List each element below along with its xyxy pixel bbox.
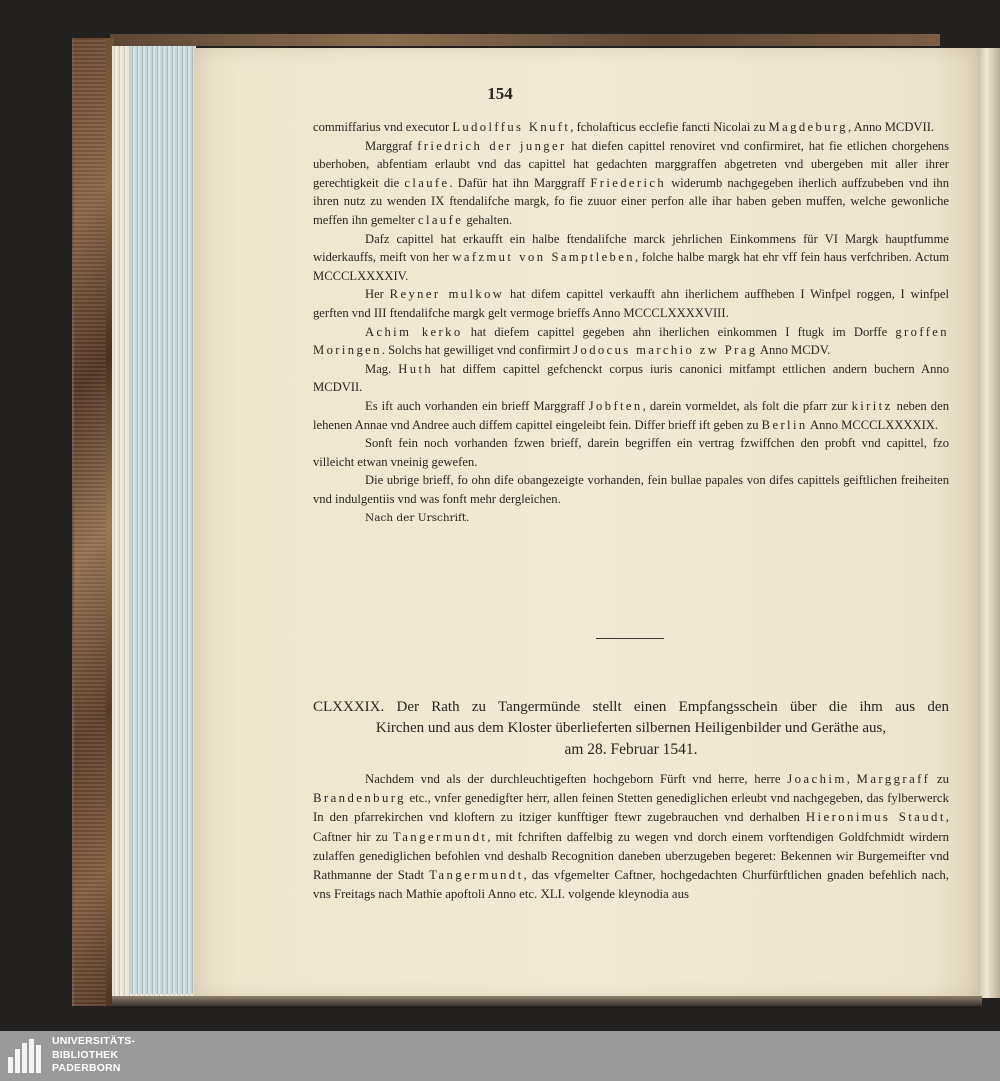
paragraph [313, 770, 949, 904]
spaced-name: Berlin [761, 417, 808, 432]
text-run: Mag. [365, 361, 399, 376]
spaced-name: claufe [418, 212, 464, 227]
facing-page-edge [978, 48, 1000, 998]
text-run: . Solchs hat gewilliget vnd confirmirt [381, 343, 574, 358]
section-divider [596, 638, 664, 639]
spaced-name: Friederich [590, 175, 667, 190]
spaced-name: groffen Moringen [313, 324, 949, 358]
page-bottom-shadow [112, 996, 982, 1006]
text-run: hat difem capittel verkaufft ahn iherlichem auffheben I Winfpel roggen, I winfpel gerften vnd III ftendalifche margk gelt vermoge brieffs Anno MCCCLXXXXVIII. [313, 287, 949, 320]
spaced-name: Tangermundt [429, 868, 524, 883]
spaced-name: Magdeburg [768, 120, 848, 134]
text-run: hat diefen capittel renoviret vnd confirmiret, hat fie etlichen chorgehens uberhoben, abfentiam erlaubt vnd das capittel hat gedachten marggraffen abgetreten vnd ubergeben mit aller ihrer gerechtigkeit die [313, 138, 949, 190]
text-run: Es ift auch vorhanden ein brieff Marggraff [365, 398, 589, 413]
text-run: hat diefem capittel gegeben ahn iherlichen einkommen I ftugk im Dorffe [462, 324, 896, 339]
document-body-upper [313, 118, 949, 524]
library-name-line: UNIVERSITÄTS- [52, 1035, 136, 1047]
text-run: neben den lehenen Annae vnd Andree auch diffem capittel eingeleibt fein. Differ brieff ift geben zu [313, 398, 949, 432]
text-run: gehalten. [463, 212, 513, 227]
library-name-line: PADERBORN [52, 1062, 121, 1074]
spaced-name: friedrich der junger [417, 138, 567, 153]
spaced-name: kiritz [851, 398, 893, 413]
paragraph [313, 285, 949, 322]
book-cover-top-edge [110, 34, 940, 46]
source-note: Nach der Urschrift. [365, 512, 470, 525]
paragraph [313, 118, 949, 137]
text-run: Anno MCCCLXXXXIX. [807, 417, 939, 432]
paragraph [313, 360, 949, 397]
spaced-name: Huth [398, 361, 434, 376]
spaced-name: Jobften [588, 398, 643, 413]
library-name [52, 1035, 135, 1076]
text-run: , darein vormeldet, als folt die pfarr zur [642, 398, 852, 413]
text-run: , fcholafticus ecclefie fancti Nicolai zu [570, 120, 769, 134]
cloth-spine-edge [72, 38, 106, 1006]
heading-date: am 28. Februar 1541. [564, 741, 698, 758]
spaced-name: Marggraff [856, 772, 931, 786]
spaced-name: wafzmut von Samptleben [452, 250, 635, 265]
document-heading [313, 697, 949, 760]
text-run: , das vfgemelter Caftner, hochgedachten Churfürftlichen gnaden befehlich nach, vns Freitags nach Mathie apoftoli Anno etc. XLI. volgende kleynodia aus [313, 868, 949, 902]
text-run: Dafz capittel hat erkaufft ein halbe ftendalifche marck jehrlichen Einkommens für VI Margk hauptfumme widerkauffs, meift von her [313, 231, 949, 265]
spaced-name: Hieronimus Staudt [805, 810, 946, 825]
paragraph [313, 230, 949, 286]
text-run: hat diffem capittel gefchenckt corpus iuris canonici mitfampt ettlichen andern buchern Anno MCDVII. [313, 361, 949, 395]
text-run: Anno MCDV. [757, 343, 831, 358]
text-run: zu [930, 772, 949, 786]
paragraph [313, 137, 949, 230]
heading-line: CLXXXIX. Der Rath zu Tangermünde stellt einen Empfangsschein über die ihm aus den [313, 699, 949, 715]
page-stack-blue-edge [130, 46, 194, 994]
text-run: , Anno MCDVII. [847, 120, 935, 134]
text-run: , mit fchriften daffelbig zu wegen vnd dorch einem vorftendigen Goldfchmidt wirdern zulaffen genediglichen befohlen vnd deshalb Recognition daneben uberzugeben begeret: Bekennen wir Burgemeifter vnd Rathmanne der Stadt [313, 829, 949, 883]
heading-line: Kirchen und aus dem Kloster überlieferten silbernen Heiligenbilder und Geräthe aus, [375, 720, 887, 736]
paragraph [313, 471, 949, 508]
spaced-name: Joachim [787, 772, 847, 786]
text-run: , [846, 772, 857, 786]
document-body-lower [313, 770, 949, 904]
paragraph [313, 397, 949, 434]
paragraph [313, 434, 949, 471]
spaced-name: Ludolffus Knuft [452, 120, 571, 134]
text-run: commiffarius vnd executor [313, 120, 453, 134]
text-run: Die ubrige brieff, fo ohn dife obangezeigte vorhanden, fein bullae papales von difes capittels geiftlichen freiheiten vnd indulgentiis vnd was fonft mehr dergleichen. [313, 473, 949, 506]
library-banner [0, 1031, 1000, 1081]
paragraph [313, 323, 949, 360]
spaced-name: Achim kerko [365, 324, 463, 339]
text-run: Her [365, 287, 390, 302]
library-name-line: BIBLIOTHEK [52, 1048, 119, 1061]
text-run: , Caftner hir zu [313, 810, 949, 844]
page-number: 154 [487, 84, 513, 103]
text-run: Sonft fein noch vorhanden fzwen brieff, darein begriffen ein vertrag fzwiffchen den probft vnd capittel, fzo villeicht etwan vneinig gewefen. [313, 436, 949, 469]
library-logo-icon [8, 1039, 44, 1073]
text-run: widerumb nachgegeben iherlich auffzubeben vnd ihn ihren nutz zu wenden IX ftendalifche margk, fo fie zuuor einer perfon alle ihar haben geben muffen, welche gewonliche meffen ihn gemelter [313, 175, 949, 227]
text-run: etc., vnfer genedigfter herr, allen feinen Stetten genediglichen erleubt vnd nachgegeben, das fylberwerck In den pfarrekirchen vnd kloftern zu itziger kunfftiger ftewr zugebrauchen vnd derhalben [313, 791, 949, 825]
text-run: , folche halbe margk hat ehr vff fein haus verfchriben. Actum MCCCLXXXXIV. [313, 250, 949, 283]
spaced-name: Brandenburg [313, 791, 406, 806]
text-run: Nachdem vnd als der durchleuchtigeften hochgeborn Fürft vnd herre, herre [365, 772, 788, 786]
text-run: Marggraf [365, 138, 418, 153]
text-run: . Dafür hat ihn Marggraff [449, 175, 591, 190]
spaced-name: Jodocus marchio zw Prag [573, 343, 758, 358]
spaced-name: Tangermundt [392, 829, 488, 844]
spaced-name: claufe [404, 175, 450, 190]
spaced-name: Reyner mulkow [389, 287, 505, 302]
